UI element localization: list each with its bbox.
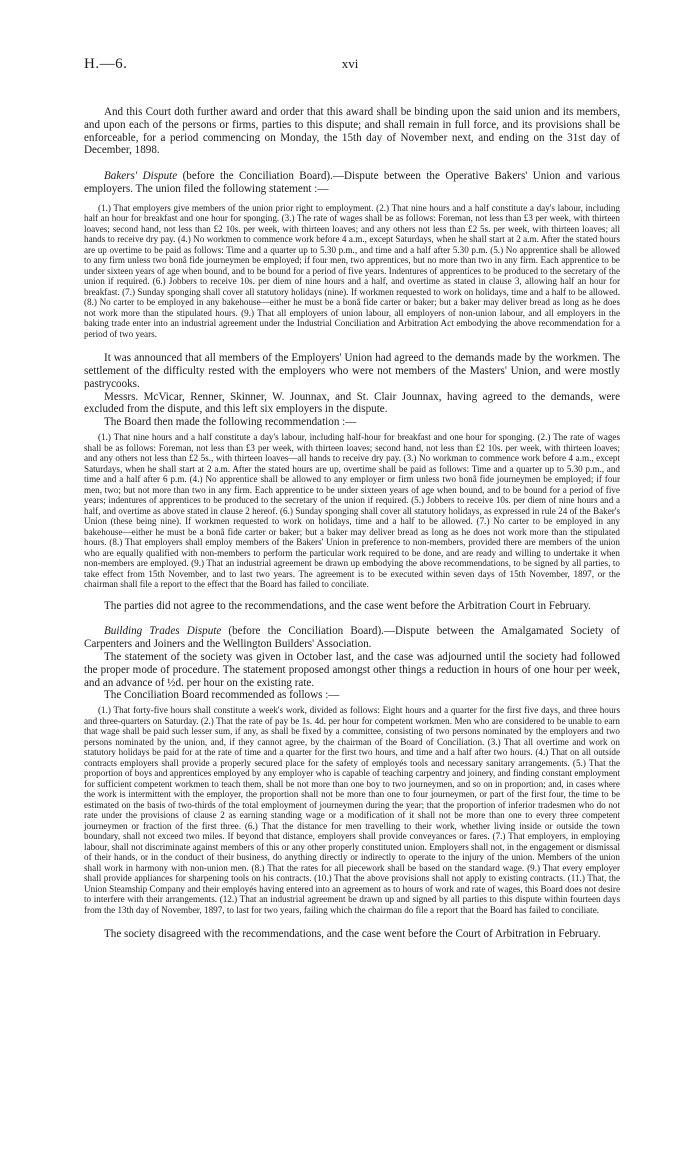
- society-statement-paragraph: The statement of the society was given in October last, and the case was adjourned until the society had followed the proper mode of procedure. The statement proposed amongst other things a reduction in hours of one hour per week, and an advance of ½d. per hour on the existing rate.: [84, 650, 620, 689]
- building-outcome-paragraph: The society disagreed with the recommendations, and the case went before the Court of Arbitration in February.: [104, 928, 601, 941]
- building-board-recommendation: (1.) That forty-five hours shall constitute a week's work, divided as follows: Eight hours and a quarter for the first five days, and three hours and three-quarters on Saturday. (2.) That the rate of pay be 1s. 4d. per hour for competent workmen. Men who are considered to be unable to earn that wage shall be paid such lesser sum, if any, as shall be fixed by a committee, consisting of two persons nominated by the employers and two persons nominated by the union, and, if they cannot agree, by the chairman of the Board of Conciliation. (3.) That all overtime and work on statutory holidays be paid for at the rate of time and a quarter for the first two hours, and time and a half after two hours. (4.) That on all outside contracts employers shall provide a properly secured place for the safety of employés tools and necessary sanitary arrangements. (5.) That the proportion of boys and apprentices employed by any employer who is capable of teaching carpentry and joinery, and finding constant employment for sufficient competent workmen to teach them, shall be not more than one boy to two journeymen, and so on in proportion; and, in cases where the work is intermittent with the employer, the proportion shall not be more than one to four journeymen, or part of the first four, the time to be estimated on the basis of two-thirds of the total employment of journeymen during the year; that the proportion of inferior tradesmen who do not rate under the provisions of clause 2 as earning standing wage or a modification of it shall not be more than one to every three competent journeymen or fraction of the first three. (6.) That the distance for men travelling to their work, whether living inside or outside the town boundary, shall not exceed two miles. If beyond that distance, employers shall provide conveyances or fares. (7.) That employers, in employing labour, shall not discriminate against members of this or any other properly constituted union. Employers shall not, in the engagement or dismissal of their hands, or in the conduct of their business, do anything directly or indirectly to operate to the injury of the union. Members of the union shall work in harmony with non-union men. (8.) That the rates for all piecework shall be based on the standard wage. (9.) That every employer shall provide appliances for sharpening tools on his contracts. (10.) That the above provisions shall not apply to existing contracts. (11.) That, the Union Steamship Company and their employés having entered into an agreement as to hours of work and rate of wages, this Board does not desire to interfere with their arrangements. (12.) That an industrial agreement be drawn up and signed by all parties to this dispute within fourteen days from the 13th day of November, 1897, to last for two years, failing which the chairman do file a report that the Board has failed to conciliate.: [84, 705, 620, 915]
- page-number: xvi: [341, 56, 359, 71]
- bakers-dispute-intro: (before the Conciliation Board).—Dispute between the Operative Bakers' Union and various employers. The union filed the following statement :—: [84, 170, 621, 195]
- bakers-dispute-heading-paragraph: [84, 170, 620, 196]
- bakers-outcome-paragraph: The parties did not agree to the recommendations, and the case went before the Arbitration Court in February.: [104, 599, 591, 612]
- building-dispute-title: Building Trades Dispute: [104, 625, 222, 638]
- section-code: H.—6.: [84, 56, 128, 72]
- building-dispute-heading-paragraph: [84, 625, 620, 651]
- union-statement: (1.) That employers give members of the union prior right to employment. (2.) That nine hours and a half constitute a day's labour, including half an hour for breakfast and one hour for sponging. (3.) The rate of wages shall be as follows: Foreman, not less than £3 per week, with thirteen loaves; second hand, not less than £2 10s. per week, with thirteen loaves; and any others not less than £2 5s. per week, with thirteen loaves; all hands to receive dry pay. (4.) No workmen to commence work before 4 a.m., except Saturdays, when he shall start at 2 a.m. After the stated hours are up overtime to be paid as follows: Time and a quarter up to 5.30 p.m., and time and a half after 5.30 p.m. (5.) No apprentice shall be allowed to any firm unless two bonâ fide journeymen be employed; if four men, two apprentices, but no more than two in any firm. Each apprentice to be under sixteen years of age when bound, and to be bound for a period of five years. Indentures of apprentices to be produced to the secretary of the union if required. (6.) Jobbers to receive 10s. per diem of nine hours and a half, and overtime as stated in clause 3, allowing half an hour for breakfast. (7.) Sunday sponging shall cover all statutory holidays (nine). If workmen requested to work on holidays, time and a half to be allowed. (8.) No carter to be employed in any bakehouse—either he must be a bonâ fide carter or baker; but a baker may deliver bread as long as he does not work more than the stipulated hours. (9.) That all employers of union labour, all employers of non-union labour, and all employers in the baking trade enter into an industrial agreement under the Industrial Conciliation and Arbitration Act embodying the above recommendation for a period of two years.: [84, 202, 620, 339]
- excluded-firms-paragraph: Messrs. McVicar, Renner, Skinner, W. Jounnax, and St. Clair Jounnax, having agreed to the demands, were excluded from the dispute, and this left six employers in the dispute.: [84, 390, 620, 416]
- bakers-dispute-title: Bakers' Dispute: [104, 170, 178, 183]
- page-body: [84, 106, 620, 941]
- conciliation-board-intro: The Conciliation Board recommended as follows :—: [104, 689, 340, 702]
- bakers-board-recommendation: (1.) That nine hours and a half constitute a day's labour, including half-hour for breakfast and one hour for sponging. (2.) The rate of wages shall be as follows: Foreman, not less than £3 per week, with thirteen loaves; second hand, not less than £2 10s. per week, with thirteen loaves; and any others not less than £2 5s., with thirteen loaves—all hands to receive dry pay. (3.) No workman to commence work before 4 a.m., except Saturdays, when he shall start at 2 a.m. After the stated hours are up, overtime shall be paid as follows: Time and a quarter up to 5.30 p.m., and time and a half after 6 p.m. (4.) No apprentice shall be allowed to any employer or firm unless two bonâ fide journeymen be employed; if four men, two; but not more than two in any firm. Each apprentice to be under sixteen years of age when bound, and to be bound for a period of five years; indentures of apprentices to be produced to the secretary of the union if required. (5.) Jobbers to receive 10s. per diem of nine hours and a half, and overtime as above stated in clause 2 hereof. (6.) Sunday sponging shall cover all statutory holidays, as expressed in rule 24 of the Baker's Union (these being nine). If workmen requested to work on holidays, time and a half to be allowed. (7.) No carter to be employed in any bakehouse—either he must be a bonâ fide carter or baker; but a baker may deliver bread as long as he does not work more than the stipulated hours. (8.) That employers shall employ members of the Bakers' Union in preference to non-members, provided there are members of the union who are equally qualified with non-members to perform the particular work required to be done, and are ready and willing to undertake it when non-members are employed. (9.) That an industrial agreement be drawn up embodying the above recommendations, to be signed by all parties, to take effect from 15th November, and to last two years. The agreement is to be executed within seven days of 15th November, 1897, or the chairman shall file a report to the effect that the Board has failed to conciliate.: [84, 432, 620, 590]
- building-dispute-intro: (before the Conciliation Board).—Dispute between the Amalgamated Society of Carpenters and Joiners and the Wellington Builders' Association.: [84, 625, 620, 651]
- page-header: [84, 56, 616, 76]
- board-recommendation-intro: The Board then made the following recommendation :—: [104, 416, 357, 429]
- award-closing-paragraph: And this Court doth further award and order that this award shall be binding upon the said union and its members, and upon each of the persons or firms, parties to this dispute; and shall remain in full force, and its provisions shall be enforceable, for a period commencing on Monday, the 15th day of November next, and ending on the 31st day of December, 1898.: [84, 106, 620, 157]
- employers-agreed-paragraph: It was announced that all members of the Employers' Union had agreed to the demands made by the workmen. The settlement of the difficulty rested with the employers who were not members of the Masters' Union, and were mostly pastrycooks.: [84, 352, 620, 390]
